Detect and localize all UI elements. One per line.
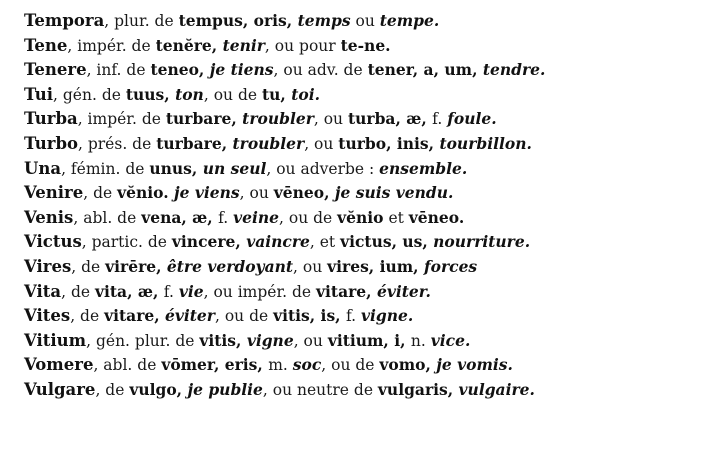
- entry-grammar-note: , ou: [293, 257, 328, 276]
- entry-translation: forces: [423, 256, 478, 276]
- entry-latin-form: vires, ium,: [327, 256, 424, 276]
- entry-grammar-note: , inf. de: [86, 61, 151, 80]
- dictionary-entry: [24, 58, 714, 83]
- entry-headword: Vires: [24, 256, 72, 276]
- entry-headword: Vitium: [24, 330, 87, 350]
- entry-latin-form: vitis, is,: [273, 306, 346, 326]
- entry-grammar-note: , ou: [293, 331, 328, 350]
- entry-latin-form: tu,: [261, 84, 292, 104]
- entry-translation: nourriture.: [433, 232, 531, 252]
- entry-translation: ensemble.: [379, 158, 468, 178]
- entry-grammar-note: , de: [70, 307, 105, 326]
- entry-grammar-note: , ou adv. de: [273, 61, 368, 80]
- entry-translation: un seul: [202, 158, 267, 178]
- entry-grammar-note: , abl. de: [93, 356, 162, 375]
- entry-latin-form: vulgaris,: [377, 379, 459, 399]
- entry-headword: Vulgare: [24, 379, 96, 399]
- entry-grammar-note: , ou adverbe :: [266, 159, 380, 178]
- entry-translation: tempe.: [379, 11, 440, 30]
- entry-latin-form: tener, a, um,: [367, 60, 483, 80]
- entry-translation: je suis vendu.: [334, 183, 454, 203]
- entry-headword: Venire: [24, 183, 84, 203]
- entry-latin-form: vēneo.: [408, 207, 465, 227]
- entry-translation: troubler: [232, 133, 305, 153]
- dictionary-entry: [24, 181, 714, 206]
- entry-translation: vigne: [246, 330, 294, 350]
- entry-grammar-note: , ou de: [214, 307, 274, 326]
- entry-grammar-note: , de: [95, 380, 130, 399]
- entry-latin-form: turbare,: [156, 133, 233, 153]
- entry-latin-form: vulgo,: [129, 379, 188, 399]
- entry-latin-form: vĕnio.: [117, 183, 175, 203]
- dictionary-entry: [24, 280, 714, 305]
- entry-grammar-note: , de: [71, 257, 106, 276]
- dictionary-entry: [24, 83, 714, 108]
- dictionary-entry: [24, 9, 714, 34]
- entry-latin-form: victus, us,: [340, 232, 434, 252]
- entry-grammar-note: f.: [432, 110, 448, 129]
- entry-latin-form: turbo, inis,: [338, 133, 440, 153]
- entry-latin-form: tempus, oris,: [178, 11, 298, 30]
- entry-translation: tendre.: [482, 60, 546, 80]
- entry-grammar-note: , abl. de: [73, 208, 142, 227]
- dictionary-entry: [24, 206, 714, 231]
- entry-grammar-note: n.: [410, 331, 431, 350]
- entry-grammar-note: , impér. de: [77, 110, 166, 129]
- entry-translation: tourbillon.: [439, 133, 532, 153]
- entry-grammar-note: , partic. de: [81, 233, 172, 252]
- entry-headword: Tui: [24, 84, 54, 104]
- entry-translation: éviter: [165, 306, 215, 326]
- dictionary-entry: [24, 230, 714, 255]
- entry-translation: vie: [178, 281, 204, 301]
- entry-list: [24, 9, 714, 403]
- entry-latin-form: unus,: [149, 158, 203, 178]
- entry-latin-form: turba, æ,: [347, 109, 433, 129]
- entry-latin-form: vitis,: [199, 330, 247, 350]
- entry-translation: tenir: [222, 35, 265, 55]
- dictionary-entry: [24, 157, 714, 182]
- entry-grammar-note: et: [383, 208, 409, 227]
- entry-translation: éviter.: [376, 281, 431, 301]
- entry-translation: je publie: [187, 379, 263, 399]
- entry-latin-form: tenĕre,: [155, 35, 223, 55]
- entry-grammar-note: , de: [61, 282, 95, 301]
- entry-grammar-note: , ou: [239, 184, 274, 203]
- entry-grammar-note: , de: [83, 184, 118, 203]
- entry-latin-form: vitium, i,: [327, 330, 411, 350]
- entry-translation: je viens: [174, 183, 240, 203]
- dictionary-entry: [24, 329, 714, 354]
- entry-latin-form: vitare,: [104, 306, 166, 326]
- entry-grammar-note: , ou pour: [264, 36, 341, 55]
- entry-latin-form: vēneo,: [273, 183, 335, 203]
- entry-translation: foule.: [447, 109, 497, 129]
- entry-grammar-note: ou: [350, 12, 380, 30]
- entry-grammar-note: m.: [268, 356, 293, 375]
- dictionary-entry: [24, 378, 714, 403]
- entry-latin-form: teneo,: [150, 60, 210, 80]
- entry-translation: toi.: [291, 84, 320, 104]
- dictionary-entry: [24, 107, 714, 132]
- entry-latin-form: te-ne.: [340, 35, 391, 55]
- entry-grammar-note: , ou de: [203, 85, 262, 104]
- entry-grammar-note: , ou de: [321, 356, 380, 375]
- dictionary-entry: [24, 304, 714, 329]
- entry-translation: vaincre: [246, 232, 310, 252]
- entry-headword: Tenere: [24, 60, 87, 80]
- entry-grammar-note: , plur. de: [104, 12, 179, 30]
- entry-translation: temps: [297, 11, 351, 30]
- entry-translation: troubler: [242, 109, 314, 129]
- entry-grammar-note: , fémin. de: [61, 159, 150, 178]
- entry-grammar-note: f.: [163, 282, 179, 301]
- entry-translation: être verdoyant: [166, 256, 294, 276]
- entry-translation: soc: [292, 355, 322, 375]
- entry-grammar-note: , ou: [313, 110, 348, 129]
- entry-grammar-note: , ou de: [279, 208, 338, 227]
- entry-headword: Turbo: [24, 133, 78, 153]
- entry-translation: je vomis.: [436, 355, 513, 375]
- entry-latin-form: vita, æ,: [94, 281, 164, 301]
- entry-headword: Tempora: [24, 11, 105, 30]
- entry-latin-form: virēre,: [105, 256, 167, 276]
- entry-grammar-note: , impér. de: [67, 36, 156, 55]
- entry-grammar-note: , ou: [304, 134, 339, 153]
- entry-headword: Venis: [24, 207, 74, 227]
- entry-headword: Tene: [24, 35, 68, 55]
- entry-translation: vigne.: [361, 306, 414, 326]
- entry-grammar-note: f.: [218, 208, 234, 227]
- entry-grammar-note: , gén. plur. de: [86, 331, 200, 350]
- entry-latin-form: vitare,: [316, 281, 377, 301]
- dictionary-entry: [24, 255, 714, 280]
- dictionary-entry: [24, 132, 714, 157]
- entry-latin-form: vomo,: [379, 355, 437, 375]
- entry-headword: Vita: [24, 281, 62, 301]
- entry-headword: Una: [24, 158, 62, 178]
- entry-latin-form: vĕnio: [337, 207, 384, 227]
- entry-grammar-note: , ou impér. de: [203, 282, 317, 301]
- entry-grammar-note: , prés. de: [78, 134, 157, 153]
- entry-translation: veine: [233, 207, 280, 227]
- entry-latin-form: vōmer, eris,: [161, 355, 269, 375]
- dictionary-entry: [24, 353, 714, 378]
- entry-latin-form: turbare,: [165, 109, 243, 129]
- entry-translation: ton: [175, 84, 204, 104]
- entry-headword: Victus: [24, 232, 82, 252]
- entry-grammar-note: , ou neutre de: [262, 380, 378, 399]
- entry-grammar-note: f.: [345, 307, 362, 326]
- entry-headword: Vomere: [24, 355, 94, 375]
- entry-grammar-note: , gén. de: [53, 85, 126, 104]
- entry-latin-form: tuus,: [125, 84, 176, 104]
- entry-translation: vulgaire.: [458, 379, 535, 399]
- entry-latin-form: vena, æ,: [141, 207, 219, 227]
- entry-translation: je tiens: [209, 60, 274, 80]
- entry-headword: Turba: [24, 109, 78, 129]
- entry-latin-form: vincere,: [171, 232, 247, 252]
- entry-grammar-note: , et: [309, 233, 341, 252]
- entry-headword: Vites: [24, 306, 71, 326]
- dictionary-entry: [24, 34, 714, 59]
- entry-translation: vice.: [430, 330, 471, 350]
